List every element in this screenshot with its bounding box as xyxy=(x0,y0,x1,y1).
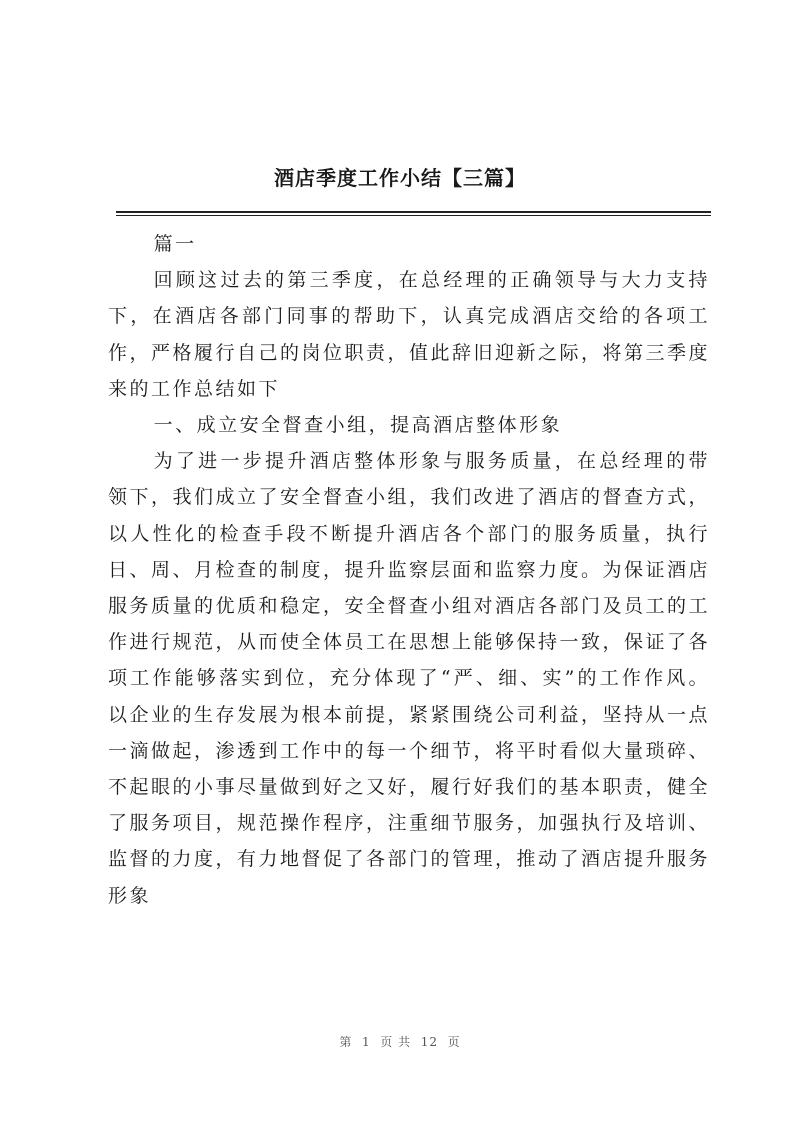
paragraph-body: 为了进一步提升酒店整体形象与服务质量，在总经理的带领下，我们成立了安全督查小组，我们改进了酒店的督查方式，以人性化的检查手段不断提升酒店各个部门的服务质量，执行日、周、月检查的制度，提升监察层面和监察力度。为保证酒店服务质量的优质和稳定，安全督查小组对酒店各部门及员工的工作进行规范，从而使全体员工在思想上能够保持一致，保证了各项工作能够落实到位，充分体现了“严、细、实”的工作作风。以企业的生存发展为根本前提，紧紧围绕公司利益，坚持从一点一滴做起，渗透到工作中的每一个细节，将平时看似大量琐碎、不起眼的小事尽量做到好之又好，履行好我们的基本职责，健全了服务项目，规范操作程序，注重细节服务，加强执行及培训、监督的力度，有力地督促了各部门的管理，推动了酒店提升服务形象 xyxy=(108,450,711,907)
document-title: 酒店季度工作小结【三篇】 xyxy=(274,166,526,190)
title-divider-thin xyxy=(116,215,711,216)
document-body xyxy=(108,226,710,914)
section-heading: 一、成立安全督查小组，提高酒店整体形象 xyxy=(153,414,563,437)
paragraph-intro: 回顾这过去的第三季度，在总经理的正确领导与大力支持下，在酒店各部门同事的帮助下，认真完成酒店交给的各项工作，严格履行自己的岗位职责，值此辞旧迎新之际，将第三季度来的工作总结如下 xyxy=(108,269,711,400)
title-divider-thick xyxy=(116,211,711,213)
section-label: 篇一 xyxy=(153,233,197,255)
page-number-footer: 第 1 页 共 12 页 xyxy=(339,1035,461,1049)
